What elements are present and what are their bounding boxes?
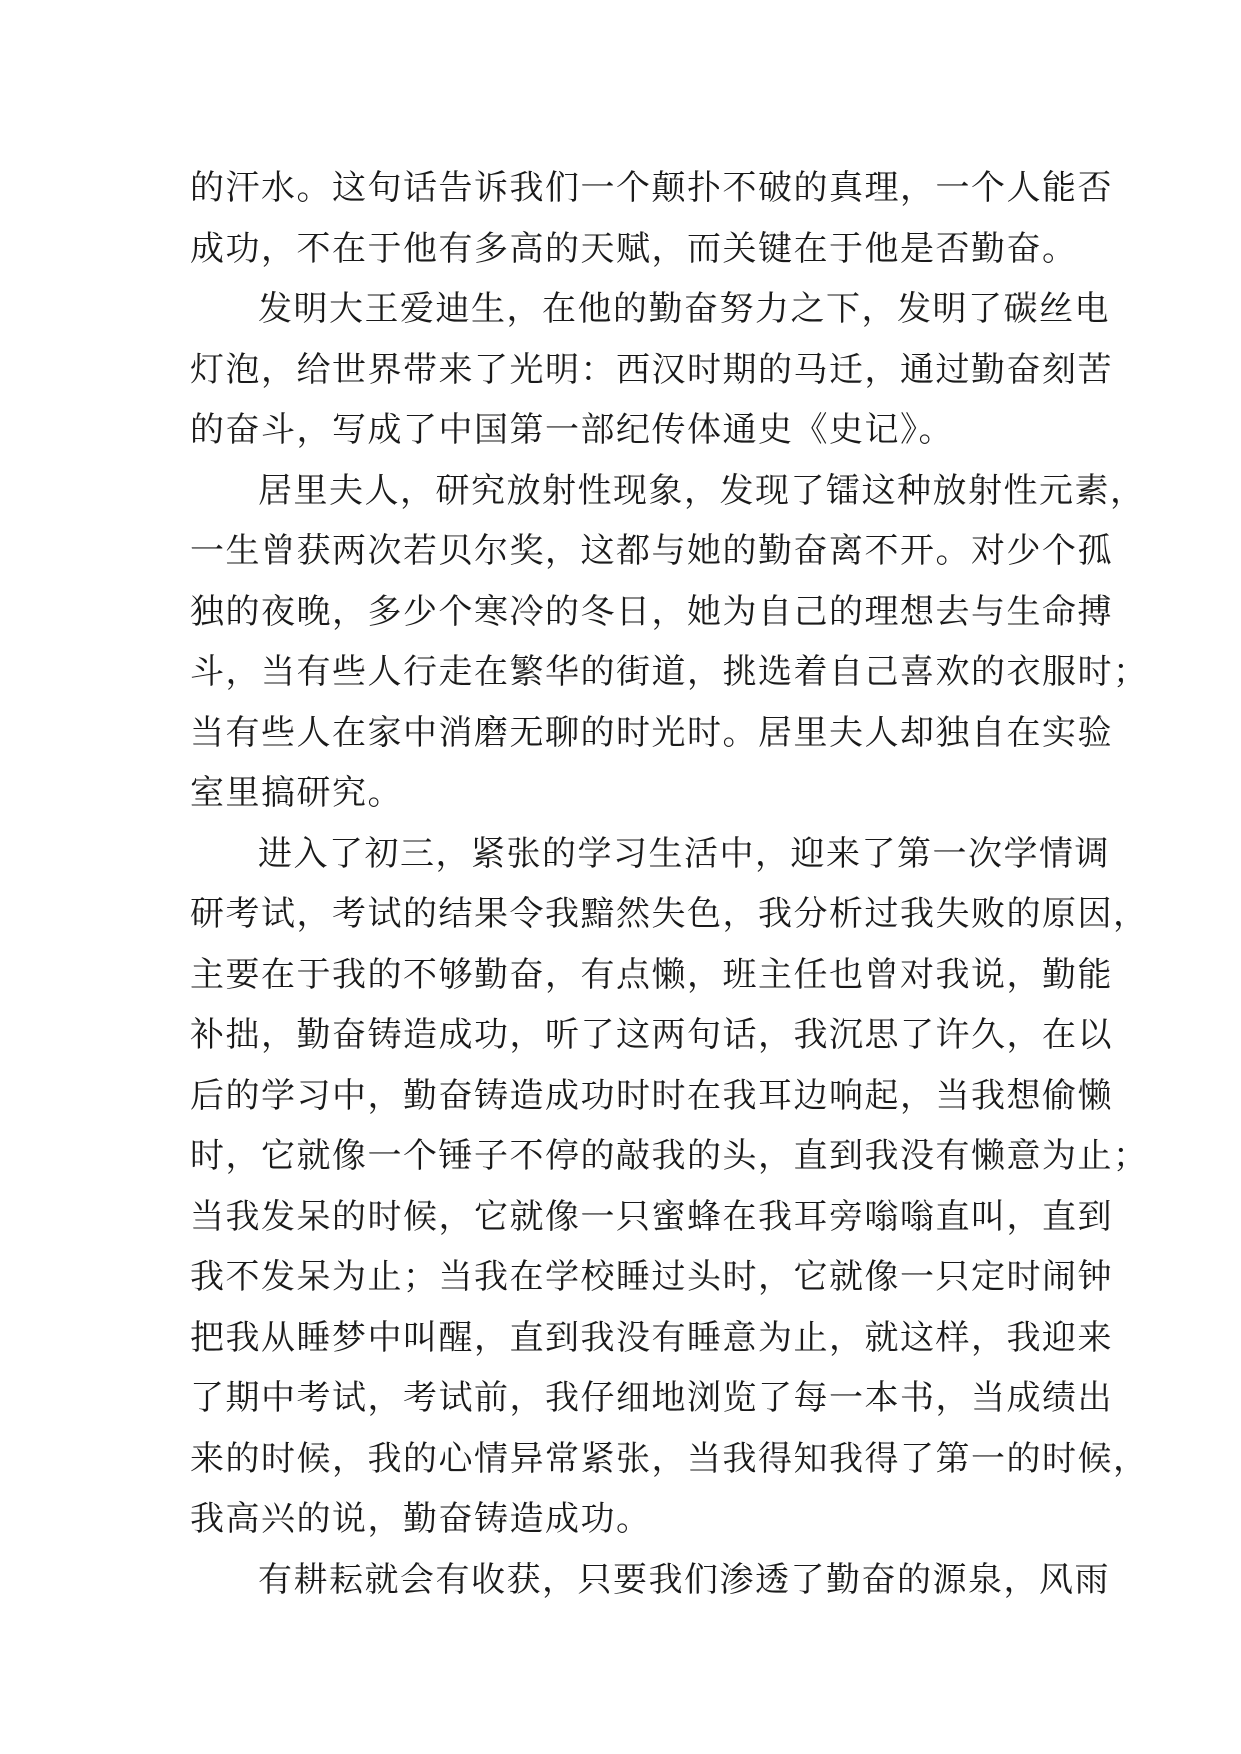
text-line: 一生曾获两次若贝尔奖，这都与她的勤奋离不开。对少个孤 [190,531,1113,571]
paragraph [190,461,1149,824]
text-line: 进入了初三，紧张的学习生活中，迎来了第一次学情调 [258,833,1110,874]
text-line: 居里夫人，研究放射性现象，发现了镭这种放射性元素， [258,470,1146,511]
text-line: 发明大王爱迪生，在他的勤奋努力之下，发明了碳丝电 [258,289,1110,329]
text-line: 的汗水。这句话告诉我们一个颠扑不破的真理，一个人能否 [190,168,1113,208]
document-page [190,158,1149,1610]
text-line: 当有些人在家中消磨无聊的时光时。居里夫人却独自在实验 [190,712,1113,753]
text-line: 室里搞研究。 [190,773,403,813]
text-line: 我高兴的说，勤奋铸造成功。 [190,1499,652,1539]
text-line: 了期中考试，考试前，我仔细地浏览了每一本书，当成绩出 [190,1378,1113,1418]
paragraph [190,279,1113,461]
text-line: 的奋斗，写成了中国第一部纪传体通史《史记》。 [190,410,954,450]
paragraph [190,1550,1110,1611]
text-line: 主要在于我的不够勤奋，有点懒，班主任也曾对我说，勤能 [190,954,1113,995]
text-line: 灯泡，给世界带来了光明：西汉时期的马迁，通过勤奋刻苦 [190,349,1113,390]
text-line: 把我从睡梦中叫醒，直到我没有睡意为止，就这样，我迎来 [190,1317,1113,1358]
text-line: 补拙，勤奋铸造成功，听了这两句话，我沉思了许久，在以 [190,1015,1113,1055]
text-line: 研考试，考试的结果令我黯然失色，我分析过我失败的原因， [190,894,1149,934]
text-line: 我不发呆为止；当我在学校睡过头时，它就像一只定时闹钟 [190,1257,1113,1297]
text-line: 独的夜晚，多少个寒冷的冬日，她为自己的理想去与生命搏 [190,591,1113,632]
text-line: 当我发呆的时候，它就像一只蜜蜂在我耳旁嗡嗡直叫，直到 [190,1196,1113,1237]
text-line: 来的时候，我的心情异常紧张，当我得知我得了第一的时候， [190,1438,1149,1479]
text-line: 时，它就像一个锤子不停的敲我的头，直到我没有懒意为止； [190,1136,1149,1176]
paragraph [190,158,1113,279]
text-line: 成功，不在于他有多高的天赋，而关键在于他是否勤奋。 [190,228,1078,269]
text-line: 有耕耘就会有收获，只要我们渗透了勤奋的源泉，风雨 [258,1559,1110,1600]
text-line: 斗，当有些人行走在繁华的街道，挑选着自己喜欢的衣服时； [190,652,1149,692]
paragraph [190,824,1149,1550]
text-line: 后的学习中，勤奋铸造成功时时在我耳边响起，当我想偷懒 [190,1075,1113,1116]
